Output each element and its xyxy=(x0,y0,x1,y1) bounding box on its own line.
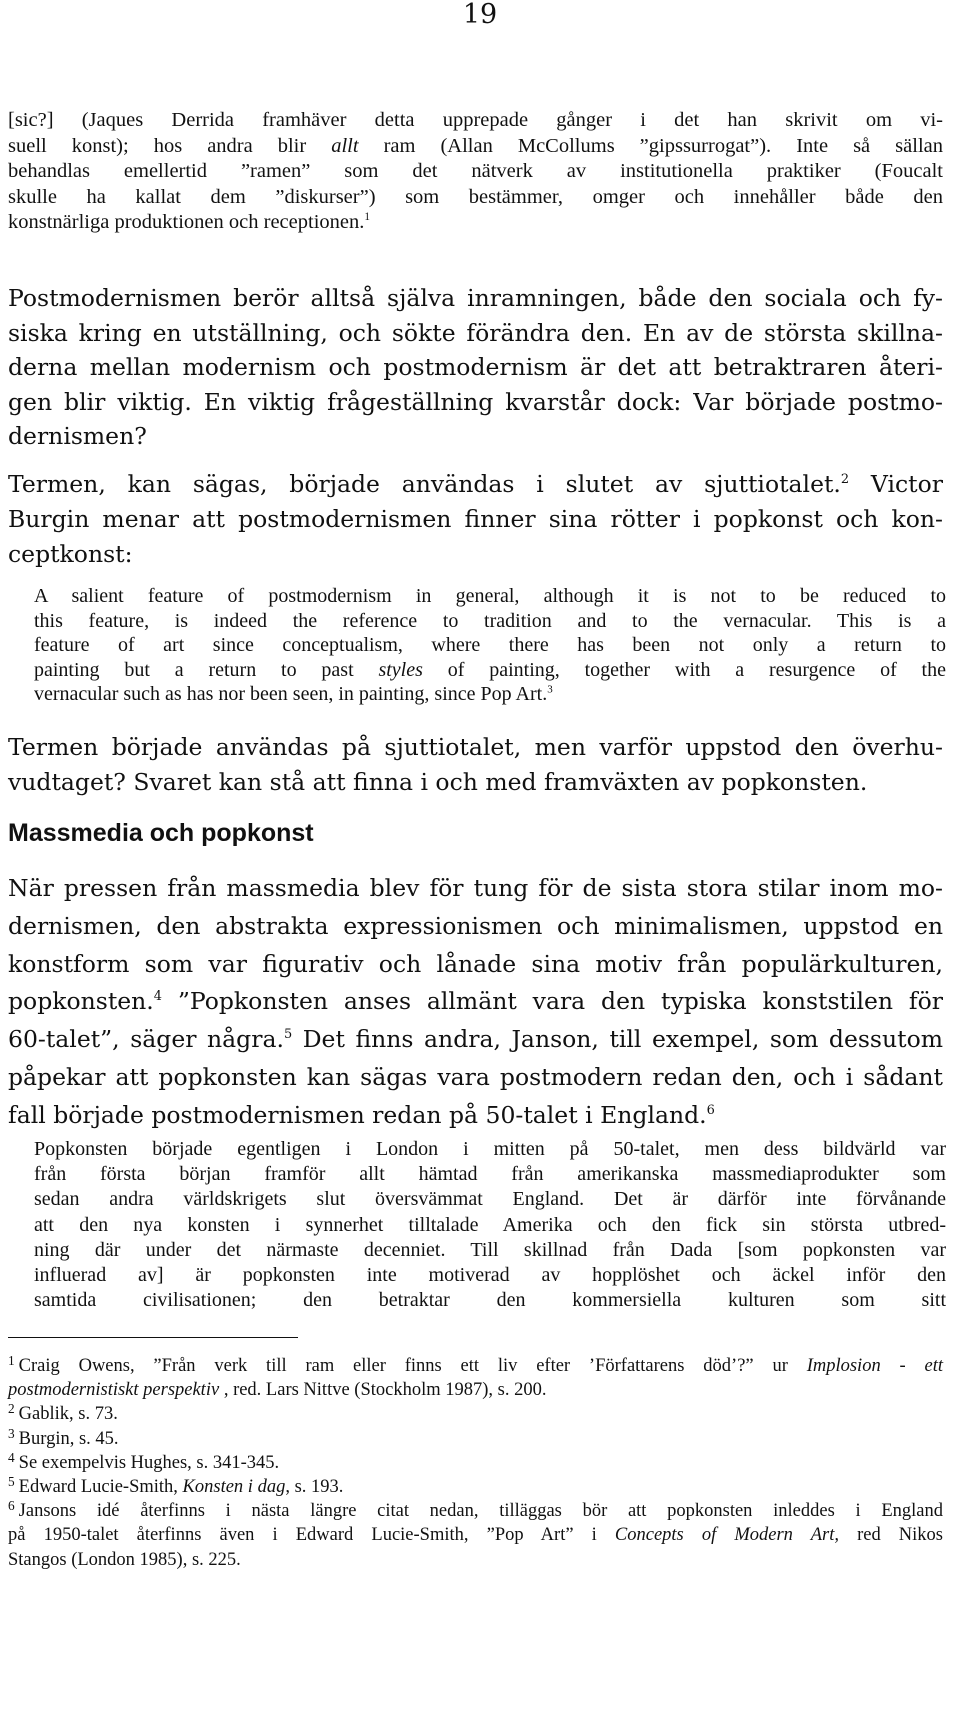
text-line: A salient feature of postmodernism in general, although it is not to be reduced to xyxy=(34,585,946,607)
text-line: painting but a return to past styles of painting, together with a resurgence of the xyxy=(34,658,946,681)
text-line: derna mellan modernism och postmodernism är det att betraktraren återi- xyxy=(8,353,943,381)
footnote-4: $^4$ Se exempelvis Hughes, s. 341-345. xyxy=(8,1449,280,1473)
text-line: siska kring en utställning, och sökte förändra den. En av de största skillna- xyxy=(8,318,943,347)
footnote-separator xyxy=(8,1337,298,1338)
text-line: influerad av] är popkonsten inte motiverad av hopplöshet och äckel inför den xyxy=(34,1264,946,1287)
footnote-ref: 5 xyxy=(283,1027,293,1043)
continuation-paragraph xyxy=(8,108,943,236)
paragraph-why-term xyxy=(8,730,943,800)
text-line: påpekar att popkonsten kan sägas vara postmodern redan den, och i sådant xyxy=(8,1062,943,1091)
text-line: 60-talet”, säger några.$^5$ Det finns andra, Janson, till exempel, som dessutom xyxy=(8,1025,943,1054)
section-heading: Massmedia och popkonst xyxy=(8,819,314,847)
footnotes xyxy=(8,1354,943,1572)
text-line: sedan andra världskrigets slut översvämmat England. Det är därför inte förvånande xyxy=(34,1188,946,1211)
text-line: vernacular such as has nor been seen, in painting, since Pop Art.$^3$ xyxy=(34,683,553,706)
text-line: behandlas emellertid ”ramen” som det nätverk av institutionella praktiker (Foucalt xyxy=(8,160,943,183)
text-line: att den nya konsten i synnerhet tilltalade Amerika och den fick sin största utbred- xyxy=(34,1213,946,1236)
text-line: popkonsten.$^4$ ”Popkonsten anses allmänt vara den typiska konststilen för xyxy=(8,987,943,1016)
paragraph-postmodernism-framing xyxy=(8,281,943,454)
footnote-ref: 1 xyxy=(364,211,371,224)
paragraph-term-seventies xyxy=(8,467,943,572)
block-quote-burgin xyxy=(34,584,946,707)
footnote-ref: 3 xyxy=(547,683,553,696)
text-line: konstnärliga produktionen och receptionen.$^1$ xyxy=(8,211,371,234)
footnote-2: $^2$ Gablik, s. 73. xyxy=(8,1401,118,1425)
text-line: konstform som var figurativ och lånade sina motiv från populärkulturen, xyxy=(8,949,943,978)
text-line: dernismen, den abstrakta expressionismen och minimalismen, uppstod en xyxy=(8,911,943,940)
text-line: från första början framför allt hämtad från amerikanska massmediaprodukter som xyxy=(34,1163,946,1186)
text-line: skulle ha kallat dem ”diskurser”) som bestämmer, omger och innehåller både den xyxy=(8,185,943,208)
footnote-6-continued: på 1950-talet återfinns även i Edward Lucie-Smith, ”Pop Art” i Concepts of Modern Art, red Nikos xyxy=(8,1525,943,1546)
block-quote-janson xyxy=(34,1137,946,1313)
text-line: När pressen från massmedia blev för tung för de sista stora stilar inom mo- xyxy=(8,874,943,902)
text-line: this feature, is indeed the reference to tradition and to the vernacular. This is a xyxy=(34,609,946,632)
footnote-1: $^1$ Craig Owens, ”Från verk till ram eller finns ett liv efter ’Författarens död’?” ur Implosion - ett xyxy=(8,1353,943,1376)
text-line: suell konst); hos andra blir allt ram (Allan McCollums ”gipssurrogat”). Inte så sällan xyxy=(8,134,943,157)
paragraph-massmedia-pop xyxy=(8,870,943,1135)
emphasis: styles xyxy=(378,658,423,681)
emphasis: allt xyxy=(331,134,359,157)
text-line: Postmodernismen berör alltså själva inramningen, både den sociala och fy- xyxy=(8,284,943,312)
text-line: vudtaget? Svaret kan stå att finna i och med framväxten av popkonsten. xyxy=(8,768,868,796)
text-line: Burgin menar att postmodernismen finner sina rötter i popkonst och kon- xyxy=(8,505,943,533)
footnote-1-continued: postmodernistiskt perspektiv , red. Lars Nittve (Stockholm 1987), s. 200. xyxy=(8,1380,547,1401)
footnote-6: $^6$ Jansons idé återfinns i nästa längre citat nedan, tilläggas bör att popkonsten inleddes i England xyxy=(8,1498,943,1522)
text-line: Popkonsten började egentligen i London i mitten på 50-talet, men dess bildvärld var xyxy=(34,1138,946,1160)
text-line: samtida civilisationen; den betraktar den kommersiella kulturen som sitt xyxy=(34,1289,946,1312)
footnote-ref: 2 xyxy=(840,471,850,487)
text-line: Termen, kan sägas, började användas i slutet av sjuttiotalet.$^2$ Victor xyxy=(8,470,943,498)
footnote-3: $^3$ Burgin, s. 45. xyxy=(8,1425,119,1449)
text-line: ceptkonst: xyxy=(8,540,133,568)
footnote-6-continued: Stangos (London 1985), s. 225. xyxy=(8,1549,241,1570)
text-line: ning där under det närmaste decenniet. Till skillnad från Dada [som popkonsten var xyxy=(34,1238,946,1261)
text-line: dernismen? xyxy=(8,422,147,450)
text-line: [sic?] (Jaques Derrida framhäver detta upprepade gånger i det han skrivit om vi- xyxy=(8,109,943,131)
page-number: 19 xyxy=(462,0,498,30)
footnote-ref: 6 xyxy=(706,1102,715,1118)
text-line: fall började postmodernismen redan på 50-talet i England.$^6$ xyxy=(8,1100,715,1129)
text-line: feature of art since conceptualism, where there has been not only a return to xyxy=(34,634,946,657)
text-line: gen blir viktig. En viktig frågeställning kvarstår dock: Var började postmo- xyxy=(8,387,943,416)
footnote-ref: 4 xyxy=(153,989,162,1005)
text-line: Termen började användas på sjuttiotalet, men varför uppstod den överhu- xyxy=(8,733,943,761)
footnote-5: $^5$ Edward Lucie-Smith, Konsten i dag, s. 193. xyxy=(8,1474,344,1498)
